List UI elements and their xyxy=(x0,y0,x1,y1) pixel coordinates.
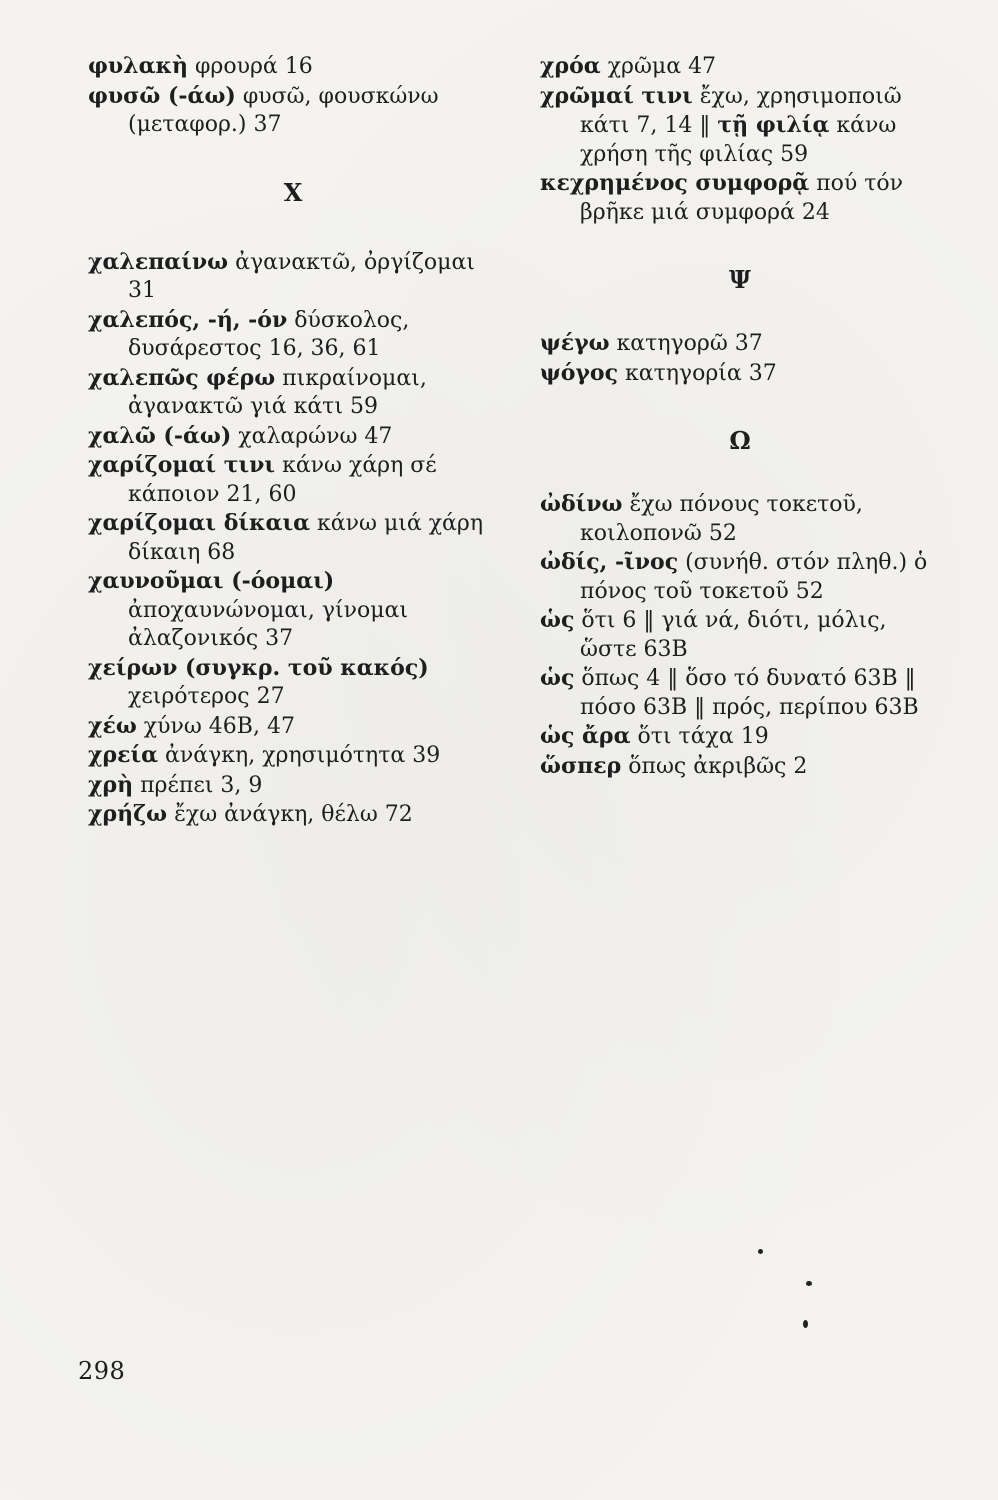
headword: χρόα xyxy=(540,53,601,79)
definition: ἀγανακτῶ, ὀργίζομαι 31 xyxy=(128,249,475,303)
definition: ὅπως ἀκριβῶς 2 xyxy=(621,753,808,779)
glossary-entry xyxy=(540,329,940,359)
glossary-entry xyxy=(88,509,498,567)
definition: κάνω χάρη σέ κάποιον 21, 60 xyxy=(128,453,437,507)
headword: ὠδίς, -ῖνος xyxy=(540,549,679,575)
definition: κάνω μιά χάρη δίκαιη 68 xyxy=(128,511,484,565)
headword-sub: τῇ φιλίᾳ xyxy=(717,112,830,138)
definition: φυσῶ, φουσκώνω (μεταφορ.) 37 xyxy=(128,83,439,137)
definition: ἀποχαυνώνομαι, γίνομαι ἀλαζονικός 37 xyxy=(128,597,408,651)
definition: χειρότερος 27 xyxy=(128,684,285,709)
definition: δύσκολος, δυσάρεστος 16, 36, 61 xyxy=(128,307,410,361)
definition: πού τόν βρῆκε μιά συμφορά 24 xyxy=(580,171,904,225)
glossary-entry xyxy=(540,490,940,548)
section-letter-chi: Χ xyxy=(283,177,303,207)
definition: ὅτι 6 ‖ γιά νά, διότι, μόλις, ὥστε 63Β xyxy=(574,608,887,662)
headword: ψόγος xyxy=(540,359,618,386)
headword: φυσῶ (-άω) xyxy=(88,82,236,109)
definition: ὅτι τάχα 19 xyxy=(630,724,769,749)
definition: πικραίνομαι, ἀγανακτῶ γιά κάτι 59 xyxy=(128,365,427,419)
glossary-entry xyxy=(540,169,940,227)
glossary-entry xyxy=(540,722,940,752)
headword: χρῶμαί τινι xyxy=(540,82,693,109)
glossary-entry xyxy=(88,52,498,82)
page-number: 298 xyxy=(78,1357,126,1385)
glossary-entry xyxy=(88,654,498,712)
definition: χαλαρώνω 47 xyxy=(231,423,393,449)
definition: ἀνάγκη, χρησιμότητα 39 xyxy=(158,743,441,768)
glossary-entry xyxy=(540,359,940,389)
print-speck xyxy=(758,1249,763,1254)
headword: κεχρημένος συμφορᾷ xyxy=(540,170,810,196)
glossary-entry xyxy=(88,364,498,422)
definition: κατηγορία 37 xyxy=(617,360,777,386)
headword: χρὴ xyxy=(88,771,134,798)
headword: χαρίζομαι δίκαια xyxy=(88,510,311,536)
glossary-entry xyxy=(540,752,940,782)
definition: ὅπως 4 ‖ ὅσο τό δυνατό 63Β ‖ πόσο 63Β ‖ πρός, περίπου 63Β xyxy=(574,666,919,720)
headword: ὠδίνω xyxy=(540,491,623,517)
headword: ὡς xyxy=(540,665,575,691)
glossary-entry xyxy=(88,741,498,771)
left-column xyxy=(88,52,498,830)
glossary-entry xyxy=(88,800,498,830)
glossary-entry xyxy=(88,451,498,509)
headword: χαυνοῦμαι (-όομαι) xyxy=(88,568,335,594)
glossary-entry xyxy=(540,664,940,722)
headword: ὡς xyxy=(540,607,575,633)
definition: (συνήθ. στόν πληθ.) ὁ πόνος τοῦ τοκετοῦ 52 xyxy=(580,550,928,604)
headword: ψέγω xyxy=(540,330,610,356)
glossary-entry xyxy=(88,567,498,654)
glossary-entry xyxy=(540,548,940,606)
glossary-entry xyxy=(88,771,498,801)
headword: χαλῶ (-άω) xyxy=(88,422,232,449)
glossary-entry xyxy=(540,52,940,82)
glossary-entry xyxy=(540,606,940,664)
glossary-entry xyxy=(540,82,940,170)
definition: φρουρά 16 xyxy=(188,54,313,79)
headword: φυλακὴ xyxy=(88,53,189,79)
definition: ἔχω, χρησιμοποιῶ κάτι 7, 14 ‖ xyxy=(580,83,902,138)
section-letter-psi: Ψ xyxy=(729,265,751,294)
headword: ὥσπερ xyxy=(540,752,622,779)
definition: χύνω 46Β, 47 xyxy=(136,713,295,739)
section-letter-omega: Ω xyxy=(729,426,751,455)
glossary-entry xyxy=(88,248,498,306)
definition-sub: κάνω χρήση τῆς φιλίας 59 xyxy=(580,113,897,167)
headword: χαλεπῶς φέρω xyxy=(88,364,276,391)
headword: χαλεπός, -ή, -όν xyxy=(88,306,288,333)
headword: χαλεπαίνω xyxy=(88,248,229,275)
headword: χέω xyxy=(88,712,137,739)
headword: χρεία xyxy=(88,742,159,768)
headword: ὡς ἄρα xyxy=(540,723,631,749)
definition: ἔχω ἀνάγκη, θέλω 72 xyxy=(167,802,413,827)
glossary-entry xyxy=(88,82,498,140)
definition: χρῶμα 47 xyxy=(600,54,717,79)
right-column xyxy=(540,52,940,781)
definition: κατηγορῶ 37 xyxy=(609,331,763,356)
glossary-entry xyxy=(88,422,498,452)
glossary-entry xyxy=(88,306,498,364)
definition: πρέπει 3, 9 xyxy=(133,772,263,798)
headword: χρήζω xyxy=(88,801,168,827)
print-speck xyxy=(803,1320,808,1328)
headword: χείρων (συγκρ. τοῦ κακός) xyxy=(88,654,429,681)
definition: ἔχω πόνους τοκετοῦ, κοιλοπονῶ 52 xyxy=(580,492,863,546)
print-speck xyxy=(806,1281,812,1286)
headword: χαρίζομαί τινι xyxy=(88,452,276,478)
glossary-entry xyxy=(88,712,498,742)
